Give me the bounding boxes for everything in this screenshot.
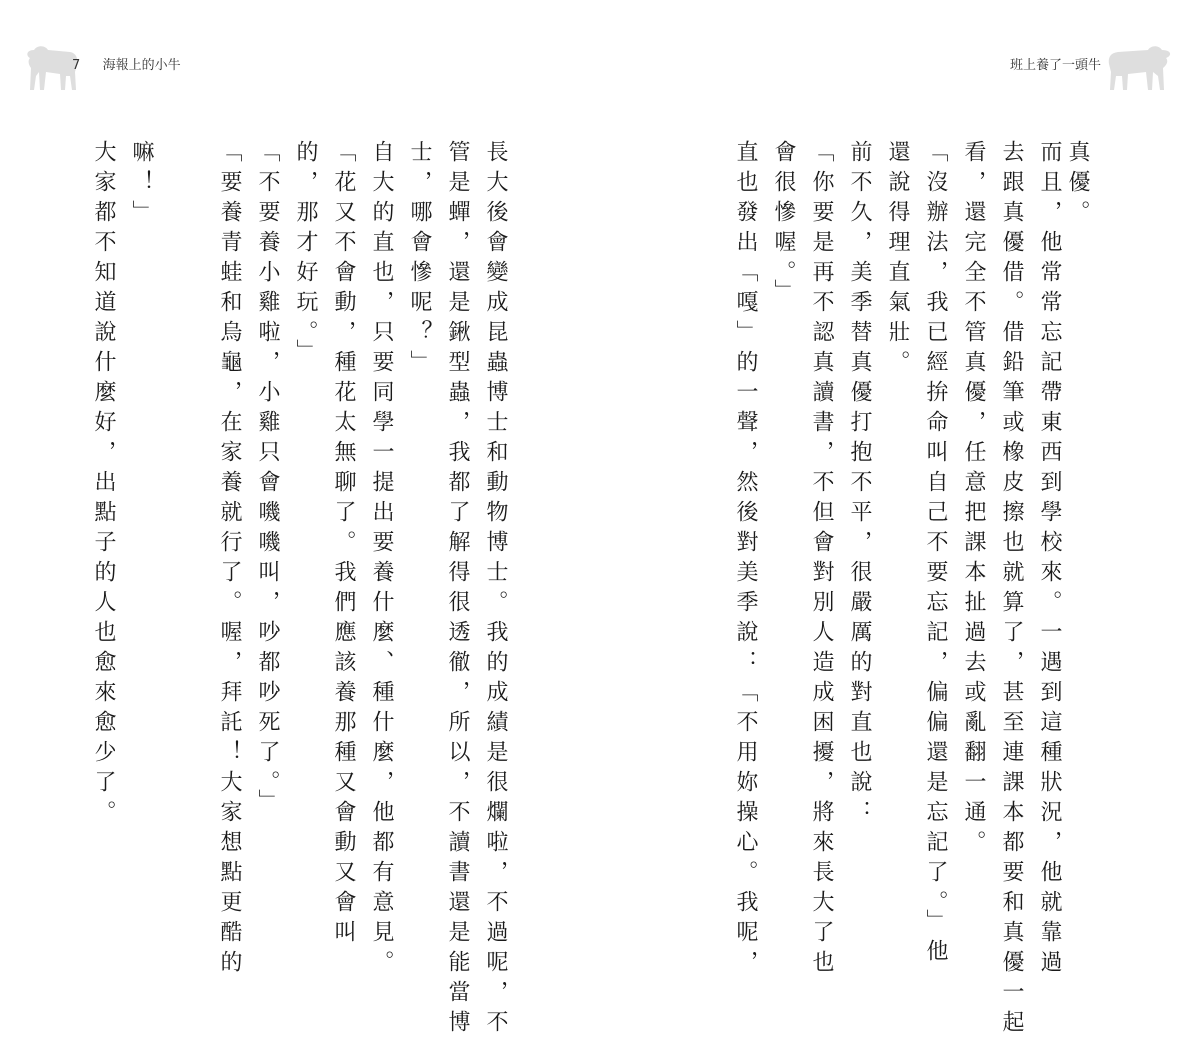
right-book-title: 班上養了一頭牛 (1010, 58, 1102, 73)
text-column: 會很慘喔。」 (771, 140, 796, 309)
text-column: 真優。 (1065, 140, 1090, 230)
text-column: 「要養青蛙和烏龜，在家養就行了。喔，拜託！大家想點更酷的 (217, 140, 242, 980)
text-column: 自大的直也，只要同學一提出要養什麼、種什麼，他都有意見。 (369, 140, 394, 980)
left-page-number: 7 (72, 58, 81, 73)
text-column: 管是蟬，還是鍬型蟲，我都了解得很透徹，所以，不讀書還是能當博 (445, 140, 470, 1040)
text-column: 大家都不知道說什麼好，出點子的人也愈來愈少了。 (91, 140, 116, 830)
cow-silhouette-right-icon (1100, 38, 1178, 94)
text-column: 還說得理直氣壯。 (885, 140, 910, 380)
left-page-header (72, 54, 181, 73)
text-column: 前不久，美季替真優打抱不平，很嚴厲的對直也說： (847, 140, 872, 830)
text-column: 嘛！」 (129, 140, 154, 230)
text-column: 士，哪會慘呢？」 (407, 140, 432, 380)
text-column: 直也發出「嘎」的一聲，然後對美季說：「不用妳操心。我呢， (733, 140, 758, 980)
text-column: 看，還完全不管真優，任意把課本扯過去或亂翻一通。 (961, 140, 986, 860)
text-column: 「花又不會動，種花太無聊了。我們應該養那種又會動又會叫 (331, 140, 356, 950)
text-column: 去跟真優借。借鉛筆或橡皮擦也就算了，甚至連課本都要和真優一起 (999, 140, 1024, 1040)
text-column: 「你要是再不認真讀書，不但會對別人造成困擾，將來長大了也 (809, 140, 834, 980)
text-column: 長大後會變成昆蟲博士和動物博士。我的成績是很爛啦，不過呢，不 (483, 140, 508, 1040)
left-book-title: 海報上的小牛 (102, 58, 181, 73)
text-column: 「沒辦法，我已經拚命叫自己不要忘記，偏偏還是忘記了。」他 (923, 140, 948, 969)
text-column: 而且，他常常忘記帶東西到學校來。一遇到這種狀況，他就靠過 (1037, 140, 1062, 980)
text-column: 的，那才好玩。」 (293, 140, 318, 369)
text-column: 「不要養小雞啦，小雞只會嘰嘰叫，吵都吵死了。」 (255, 140, 280, 819)
